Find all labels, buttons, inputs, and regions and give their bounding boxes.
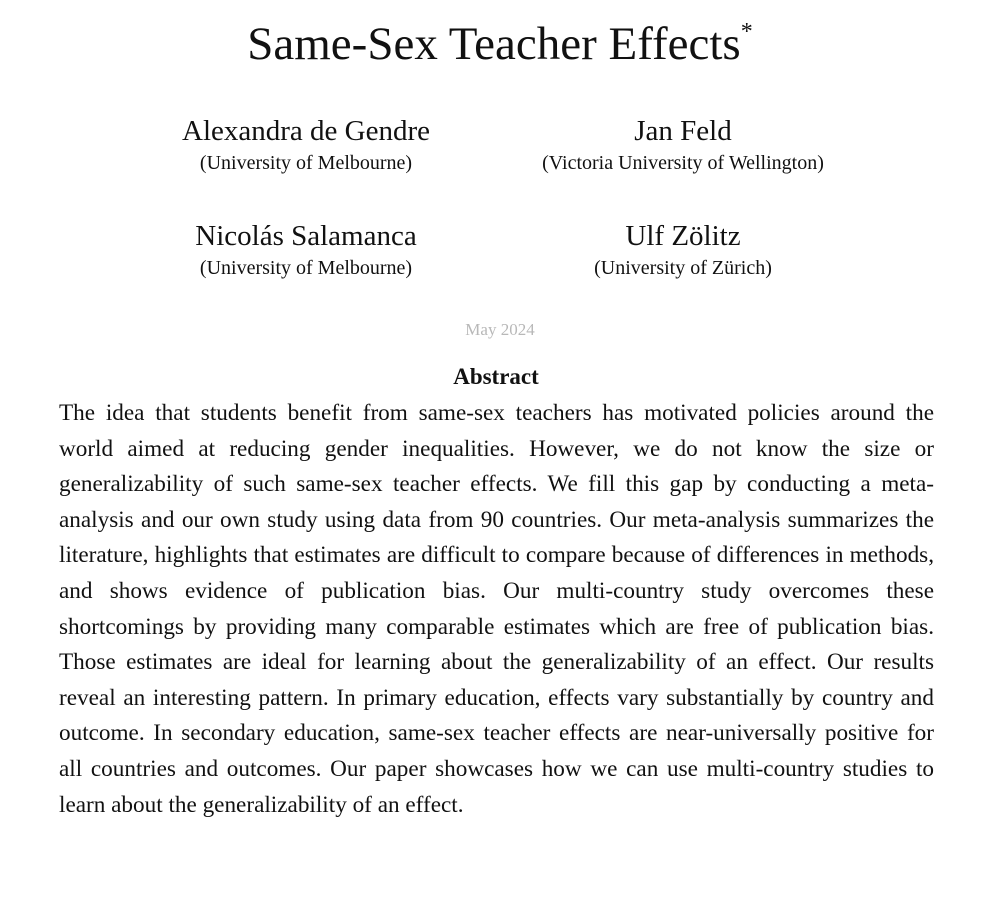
author-block bbox=[156, 114, 456, 176]
abstract-text: The idea that students benefit from same-sex teachers has motivated policies around the world aimed at reducing gender inequalities. However, we do not know the size or generalizability of such same-sex teacher effects. We fill this gap by conducting a meta-analysis and our own study using data from 90 countries. Our meta-analysis summarizes the literature, highlights that estimates are difficult to compare because of differences in methods, and shows evidence of publication bias. Our multi-country study overcomes these shortcomings by providing many comparable estimates which are free of publication bias. Those estimates are ideal for learning about the generalizability of an effect. Our results reveal an interesting pattern. In primary education, effects vary substantially by country and outcome. In secondary education, same-sex teacher effects are near-universally positive for all countries and outcomes. Our paper showcases how we can use multi-country studies to learn about the generalizability of an effect. bbox=[59, 400, 934, 818]
author-name: Alexandra de Gendre bbox=[182, 115, 430, 147]
author-block bbox=[156, 219, 456, 281]
publication-date: May 2024 bbox=[465, 320, 535, 339]
author-block bbox=[520, 219, 846, 281]
author-name: Jan Feld bbox=[634, 115, 732, 147]
author-name: Nicolás Salamanca bbox=[195, 220, 417, 252]
author-name: Ulf Zölitz bbox=[625, 220, 741, 252]
paper-title-text: Same-Sex Teacher Effects bbox=[247, 18, 741, 70]
author-affiliation: (University of Melbourne) bbox=[199, 257, 413, 279]
author-affiliation: (University of Zürich) bbox=[594, 257, 772, 279]
title-footnote-mark[interactable]: * bbox=[740, 19, 753, 45]
author-affiliation: (Victoria University of Wellington) bbox=[542, 152, 824, 174]
paper-title bbox=[0, 14, 1000, 82]
abstract-heading: Abstract bbox=[453, 364, 539, 389]
author-block bbox=[520, 114, 846, 176]
author-affiliation: (University of Melbourne) bbox=[199, 152, 413, 174]
